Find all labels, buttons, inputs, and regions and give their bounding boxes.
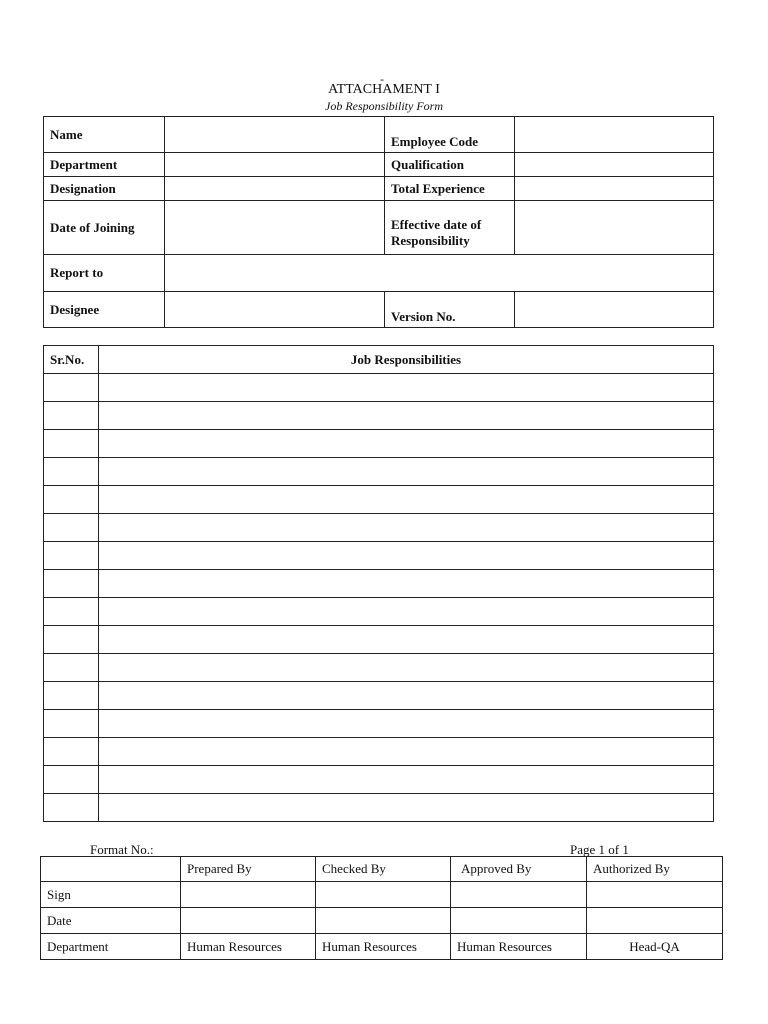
responsibility-row — [44, 514, 714, 542]
department-approved-cell: Human Resources — [451, 934, 587, 960]
responsibility-cell[interactable] — [99, 570, 714, 598]
department-label: Department — [44, 153, 165, 177]
responsibility-cell[interactable] — [99, 626, 714, 654]
sr-no-cell[interactable] — [44, 374, 99, 402]
responsibility-row — [44, 626, 714, 654]
date-checked-cell[interactable] — [316, 908, 451, 934]
sign-approved-cell[interactable] — [451, 882, 587, 908]
responsibility-row — [44, 542, 714, 570]
report-to-value[interactable] — [165, 255, 714, 292]
date-approved-cell[interactable] — [451, 908, 587, 934]
job-responsibilities-header: Job Responsibilities — [99, 346, 714, 374]
date-prepared-cell[interactable] — [181, 908, 316, 934]
name-value[interactable] — [165, 117, 385, 153]
sign-checked-cell[interactable] — [316, 882, 451, 908]
department-authorized-cell: Head-QA — [587, 934, 723, 960]
responsibility-row — [44, 430, 714, 458]
prepared-by-header: Prepared By — [181, 857, 316, 882]
responsibility-cell[interactable] — [99, 738, 714, 766]
total-experience-value[interactable] — [515, 177, 714, 201]
sign-prepared-cell[interactable] — [181, 882, 316, 908]
responsibility-cell[interactable] — [99, 430, 714, 458]
date-authorized-cell[interactable] — [587, 908, 723, 934]
sr-no-cell[interactable] — [44, 794, 99, 822]
responsibility-cell[interactable] — [99, 542, 714, 570]
sign-label: Sign — [41, 882, 181, 908]
responsibility-cell[interactable] — [99, 710, 714, 738]
employee-code-label: Employee Code — [385, 117, 515, 153]
responsibility-row — [44, 654, 714, 682]
department-prepared-cell: Human Resources — [181, 934, 316, 960]
total-experience-label: Total Experience — [385, 177, 515, 201]
responsibility-cell[interactable] — [99, 598, 714, 626]
designee-value[interactable] — [165, 292, 385, 328]
employee-code-value[interactable] — [515, 117, 714, 153]
effective-date-label: Effective date of Responsibility — [385, 201, 515, 255]
responsibility-row — [44, 682, 714, 710]
sr-no-cell[interactable] — [44, 626, 99, 654]
sr-no-cell[interactable] — [44, 654, 99, 682]
sign-authorized-cell[interactable] — [587, 882, 723, 908]
authorized-by-header: Authorized By — [587, 857, 723, 882]
responsibility-row — [44, 374, 714, 402]
responsibility-row — [44, 738, 714, 766]
approval-corner-cell — [41, 857, 181, 882]
sr-no-cell[interactable] — [44, 402, 99, 430]
designee-label: Designee — [44, 292, 165, 328]
approved-by-header: Approved By — [451, 857, 587, 882]
date-label: Date — [41, 908, 181, 934]
header-dash: - — [380, 72, 384, 86]
designation-label: Designation — [44, 177, 165, 201]
qualification-label: Qualification — [385, 153, 515, 177]
sr-no-header: Sr.No. — [44, 346, 99, 374]
sr-no-cell[interactable] — [44, 430, 99, 458]
checked-by-header: Checked By — [316, 857, 451, 882]
responsibility-cell[interactable] — [99, 374, 714, 402]
responsibility-row — [44, 766, 714, 794]
responsibility-cell[interactable] — [99, 654, 714, 682]
sr-no-cell[interactable] — [44, 682, 99, 710]
effective-date-value[interactable] — [515, 201, 714, 255]
format-no-label: Format No.: — [90, 842, 154, 857]
page-number: Page 1 of 1 — [570, 842, 629, 857]
department-value[interactable] — [165, 153, 385, 177]
version-no-value[interactable] — [515, 292, 714, 328]
qualification-value[interactable] — [515, 153, 714, 177]
responsibility-row — [44, 710, 714, 738]
employee-info-table — [43, 116, 714, 328]
sr-no-cell[interactable] — [44, 458, 99, 486]
responsibility-row — [44, 458, 714, 486]
sr-no-cell[interactable] — [44, 738, 99, 766]
department-row-label: Department — [41, 934, 181, 960]
responsibility-row — [44, 794, 714, 822]
page-subtitle: Job Responsibility Form — [325, 99, 443, 113]
responsibility-row — [44, 486, 714, 514]
approval-table — [40, 856, 723, 960]
page-title: ATTACHAMENT I — [328, 82, 440, 97]
sr-no-cell[interactable] — [44, 514, 99, 542]
version-no-label: Version No. — [385, 292, 515, 328]
sr-no-cell[interactable] — [44, 570, 99, 598]
responsibility-cell[interactable] — [99, 794, 714, 822]
responsibilities-table — [43, 345, 714, 822]
sr-no-cell[interactable] — [44, 766, 99, 794]
sr-no-cell[interactable] — [44, 710, 99, 738]
responsibility-row — [44, 402, 714, 430]
sr-no-cell[interactable] — [44, 486, 99, 514]
department-checked-cell: Human Resources — [316, 934, 451, 960]
responsibility-row — [44, 570, 714, 598]
responsibility-cell[interactable] — [99, 514, 714, 542]
date-of-joining-value[interactable] — [165, 201, 385, 255]
responsibility-cell[interactable] — [99, 682, 714, 710]
sr-no-cell[interactable] — [44, 598, 99, 626]
date-of-joining-label: Date of Joining — [44, 201, 165, 255]
responsibility-cell[interactable] — [99, 458, 714, 486]
responsibility-cell[interactable] — [99, 486, 714, 514]
sr-no-cell[interactable] — [44, 542, 99, 570]
responsibility-cell[interactable] — [99, 766, 714, 794]
name-label: Name — [44, 117, 165, 153]
designation-value[interactable] — [165, 177, 385, 201]
report-to-label: Report to — [44, 255, 165, 292]
responsibility-row — [44, 598, 714, 626]
responsibility-cell[interactable] — [99, 402, 714, 430]
